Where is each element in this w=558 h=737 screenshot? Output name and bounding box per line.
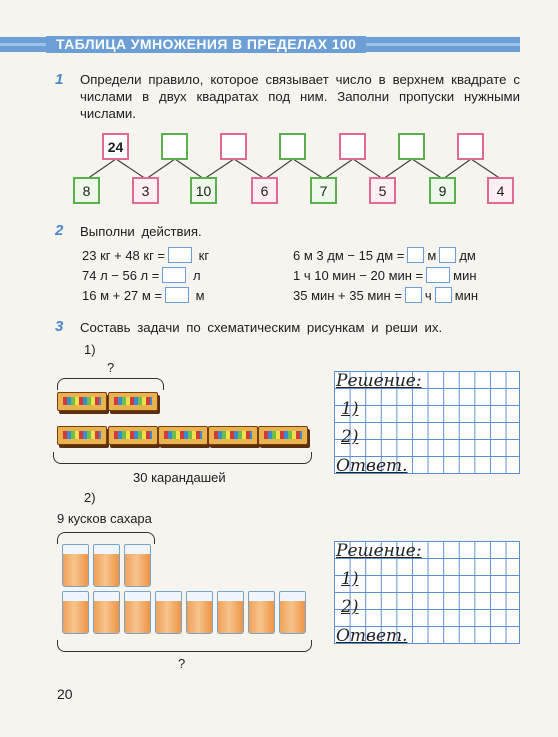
answer-box[interactable] [407, 247, 424, 263]
answer-box[interactable] [162, 267, 186, 283]
problem-2-question: ? [178, 656, 186, 671]
pencil-box [57, 426, 107, 445]
problem-1-question: ? [107, 360, 115, 375]
bottom-number-square: 6 [251, 177, 278, 204]
bottom-number-square: 8 [73, 177, 100, 204]
glass [93, 544, 120, 587]
glass [155, 591, 182, 634]
top-number-square[interactable] [161, 133, 188, 160]
pencil-box [158, 426, 208, 445]
equation-left-1: 23 кг + 48 кг = кг [82, 248, 210, 263]
equation-right-1: 6 м 3 дм − 15 дм = м дм [293, 248, 476, 263]
task-1-number: 1 [55, 71, 64, 88]
answer-box[interactable] [405, 287, 422, 303]
solution-title-2: Решение: [336, 541, 422, 561]
bottom-brace [57, 640, 312, 652]
answer-box[interactable] [165, 287, 189, 303]
top-number-square[interactable] [220, 133, 247, 160]
equation-right-2: 1 ч 10 мин − 20 мин = мин [293, 268, 477, 283]
solution-step-2: 2) [341, 597, 359, 617]
problem-2-label: 2) [84, 490, 96, 505]
glass [248, 591, 275, 634]
answer-box[interactable] [426, 267, 450, 283]
equation-left-2: 74 л − 56 л = л [82, 268, 201, 283]
task-2-instruction: Выполни действия. [80, 224, 202, 239]
top-number-square[interactable] [398, 133, 425, 160]
answer-box[interactable] [439, 247, 456, 263]
top-number-square[interactable] [339, 133, 366, 160]
pencil-box [108, 426, 158, 445]
top-number-square[interactable] [279, 133, 306, 160]
glass [186, 591, 213, 634]
solution-step-1: 1) [341, 399, 359, 419]
task-1-text: Определи правило, которое связывает число в верхнем квадрате с числами в двух квадратах под ним. Заполни пропуски нужными числами. [80, 72, 520, 121]
top-brace [57, 532, 155, 544]
pencil-box [57, 392, 107, 411]
page-number: 20 [57, 686, 73, 702]
bottom-number-square: 4 [487, 177, 514, 204]
solution-step-1: 1) [341, 569, 359, 589]
pencil-box [258, 426, 308, 445]
pencil-box [208, 426, 258, 445]
glass [217, 591, 244, 634]
task-2-number: 2 [55, 222, 64, 239]
bottom-number-square: 5 [369, 177, 396, 204]
top-number-square[interactable] [457, 133, 484, 160]
glass [124, 544, 151, 587]
top-brace [57, 378, 164, 390]
solution-answer-1: Ответ. [336, 456, 408, 476]
glass [124, 591, 151, 634]
equation-right-3: 35 мин + 35 мин = ч мин [293, 288, 479, 303]
solution-step-2: 2) [341, 427, 359, 447]
bottom-number-square: 7 [310, 177, 337, 204]
problem-2-caption: 9 кусков сахара [57, 511, 152, 526]
bottom-number-square: 3 [132, 177, 159, 204]
pencil-box [108, 392, 158, 411]
top-number-square: 24 [102, 133, 129, 160]
solution-answer-2: Ответ. [336, 626, 408, 646]
task-3-number: 3 [55, 318, 64, 335]
equation-left-3: 16 м + 27 м = м [82, 288, 205, 303]
problem-1-caption: 30 карандашей [133, 470, 226, 485]
task-3-instruction: Составь задачи по схематическим рисункам и реши их. [80, 320, 443, 335]
solution-title-1: Решение: [336, 371, 422, 391]
problem-1-label: 1) [84, 342, 96, 357]
glass [93, 591, 120, 634]
answer-box[interactable] [168, 247, 192, 263]
page-title: ТАБЛИЦА УМНОЖЕНИЯ В ПРЕДЕЛАХ 100 [46, 36, 366, 53]
bottom-number-square: 10 [190, 177, 217, 204]
answer-box[interactable] [435, 287, 452, 303]
glass [62, 591, 89, 634]
glass [62, 544, 89, 587]
bottom-brace [53, 452, 312, 464]
glass [279, 591, 306, 634]
bottom-number-square: 9 [429, 177, 456, 204]
